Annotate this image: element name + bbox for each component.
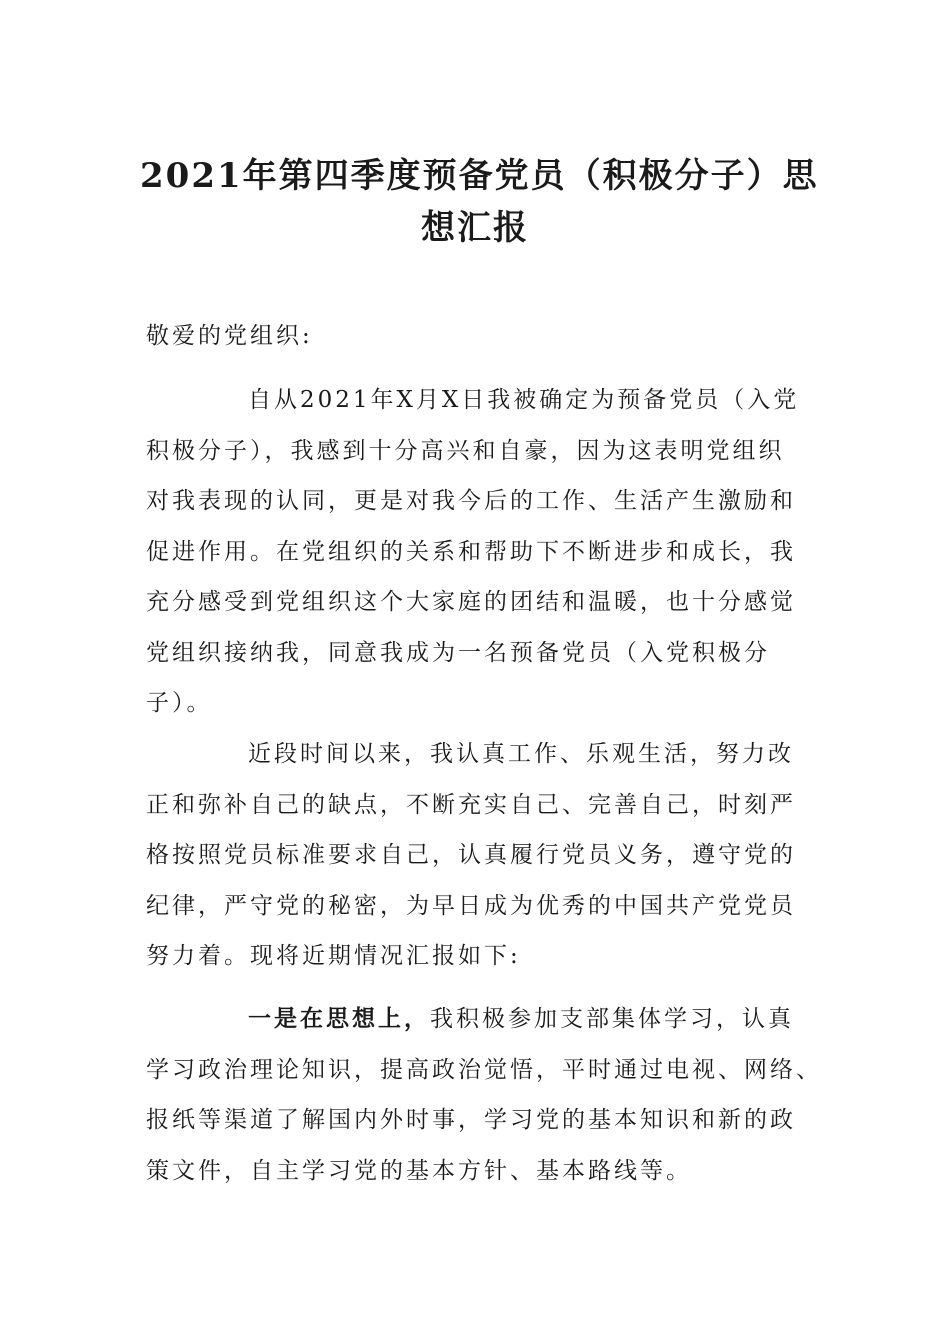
paragraph-line: 格按照党员标准要求自己，认真履行党员义务，遵守党的 [146, 842, 796, 868]
paragraph-lead-rest: 我积极参加支部集体学习，认真 [430, 1006, 794, 1032]
paragraph-line: 对我表现的认同，更是对我今后的工作、生活产生激励和 [146, 488, 796, 514]
paragraph-line: 充分感受到党组织这个大家庭的团结和温暖，也十分感觉 [146, 589, 796, 615]
paragraph-2 [146, 729, 806, 982]
document-title [140, 150, 819, 254]
paragraph-line: 积极分子），我感到十分高兴和自豪，因为这表明党组织 [146, 437, 785, 464]
paragraph-line: 正和弥补自己的缺点，不断充实自己、完善自己，时刻严 [146, 791, 796, 818]
paragraph-line: 纪律，严守党的秘密，为早日成为优秀的中国共产党党员 [146, 892, 796, 919]
title-line-2: 想汇报 [421, 208, 529, 248]
paragraph-line: 学习政治理论知识，提高政治觉悟，平时通过电视、网络、 [146, 1056, 822, 1083]
paragraph-line: 策文件，自主学习党的基本方针、基本路线等。 [146, 1157, 692, 1184]
paragraph-line: 自从2021年X月X日我被确定为预备党员（入党 [248, 387, 800, 413]
paragraph-lead-bold: 一是在思想上， [248, 1005, 430, 1032]
paragraph-1 [146, 375, 806, 729]
salutation: 敬爱的党组织: [146, 323, 313, 349]
paragraph-first-line [146, 994, 806, 1045]
paragraph-line: 报纸等渠道了解国内外时事，学习党的基本知识和新的政 [146, 1107, 796, 1133]
paragraph-line: 努力着。现将近期情况汇报如下: [146, 943, 521, 969]
paragraph-line: 党组织接纳我，同意我成为一名预备党员（入党积极分 [146, 639, 770, 666]
title-line-1: 2021年第四季度预备党员（积极分子）思 [140, 156, 819, 196]
paragraph-line: 子）。 [146, 690, 213, 716]
paragraph-line: 促进作用。在党组织的关系和帮助下不断进步和成长，我 [146, 538, 796, 565]
paragraph-line: 近段时间以来，我认真工作、乐观生活，努力改 [248, 741, 794, 767]
paragraph-3 [146, 994, 822, 1196]
